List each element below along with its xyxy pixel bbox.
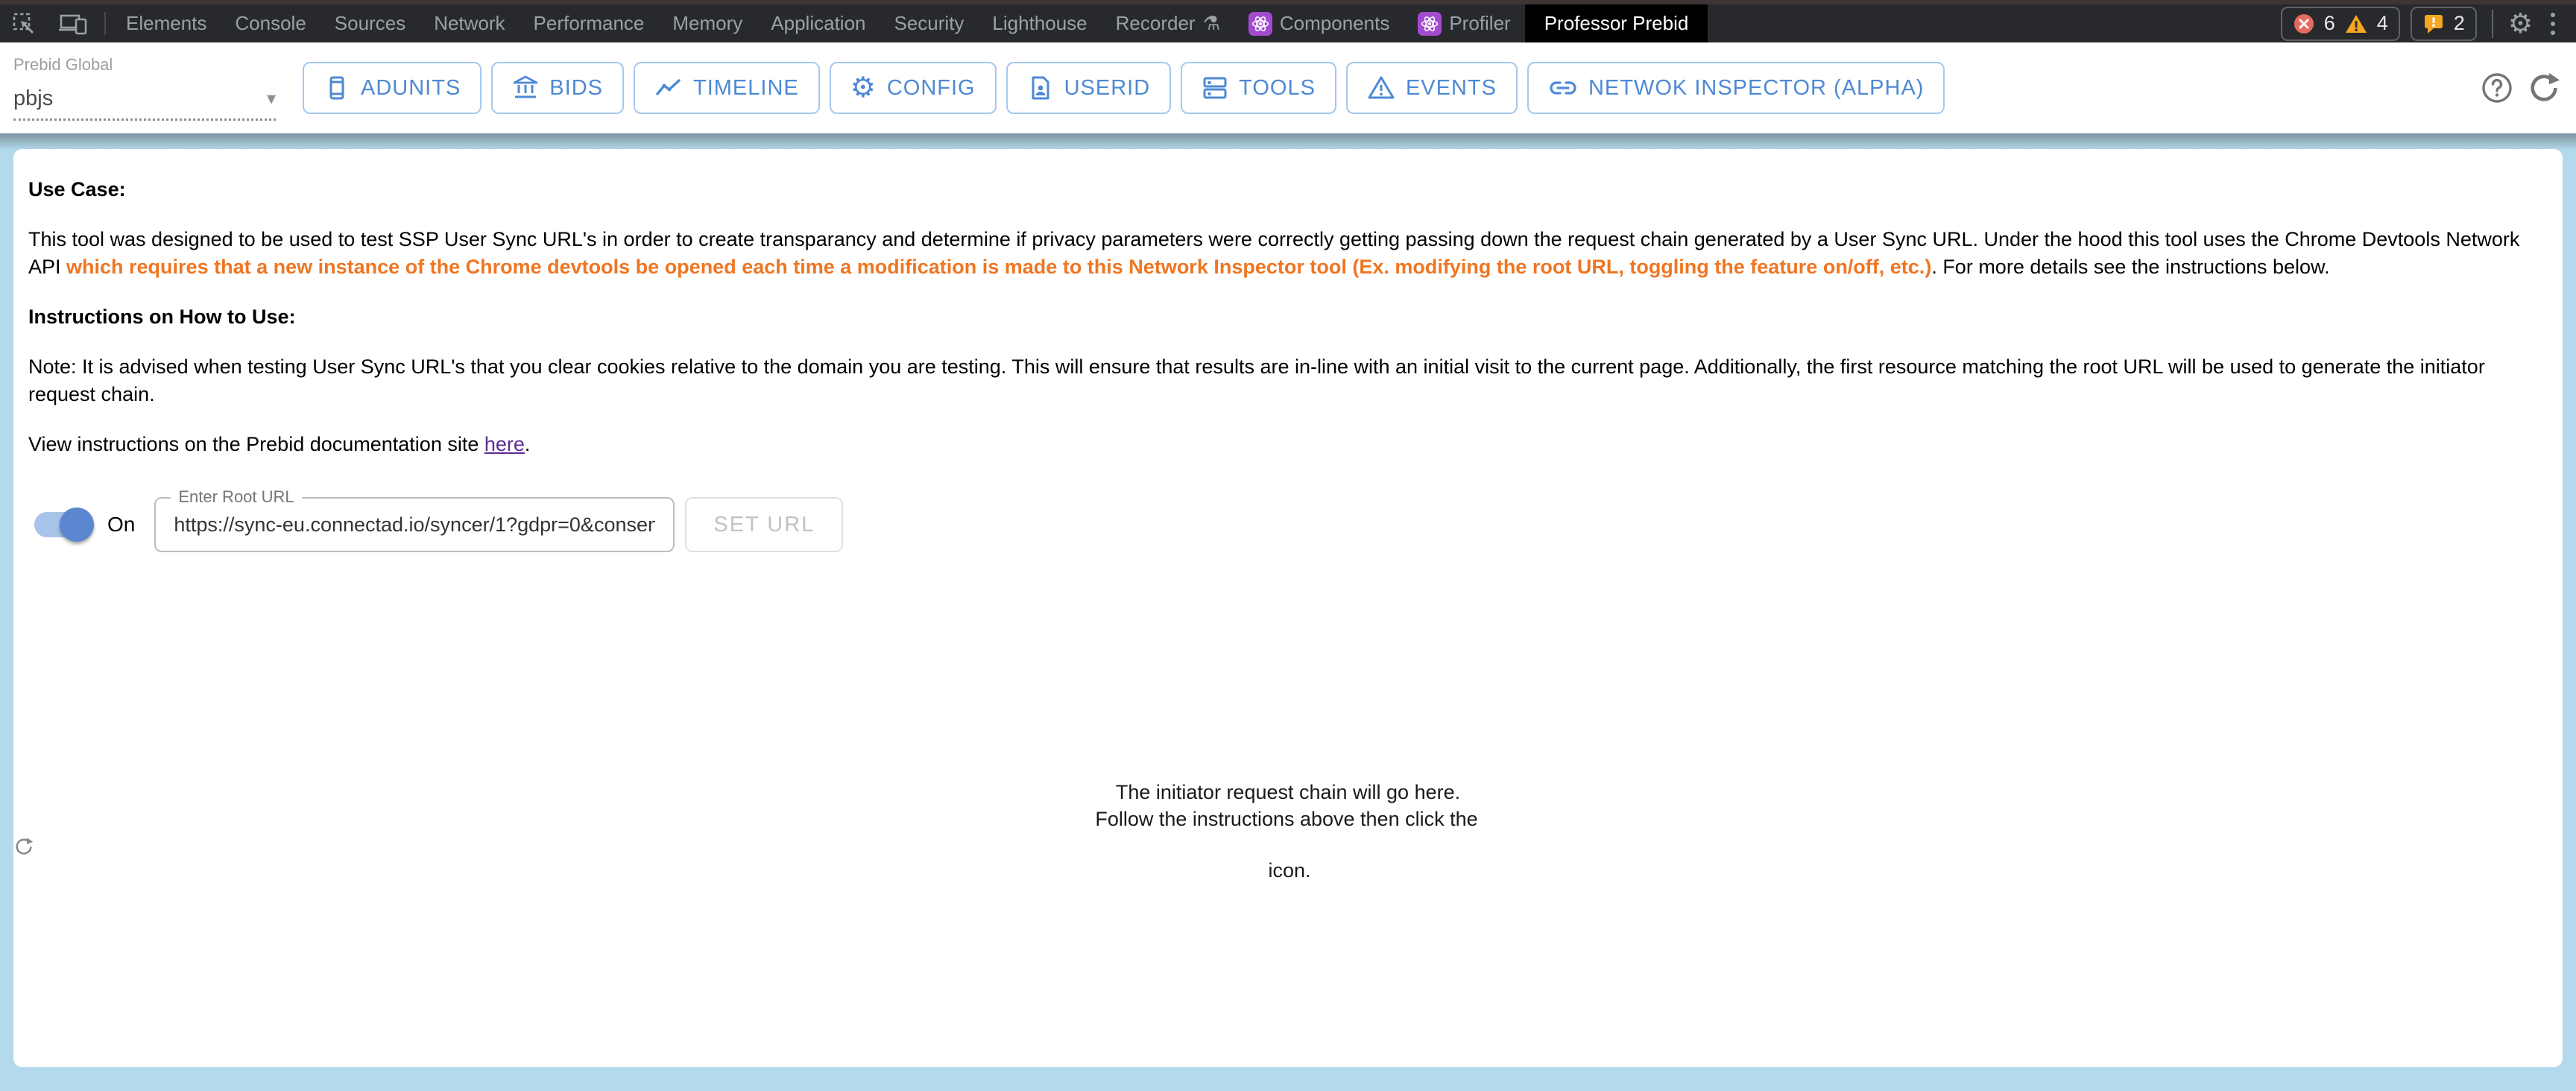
root-url-field-label: Enter Root URL	[171, 487, 301, 507]
feature-toggle[interactable]	[34, 507, 91, 542]
line-chart-icon	[654, 75, 683, 101]
root-url-controls	[34, 486, 843, 563]
network-inspector-panel	[0, 133, 2576, 1091]
tab-performance[interactable]: Performance	[533, 12, 645, 34]
root-url-field-wrapper	[154, 487, 675, 552]
devtools-menu-kebab-icon[interactable]	[2543, 13, 2563, 35]
flask-icon: ⚗	[1202, 12, 1220, 34]
docs-text-suffix: .	[524, 433, 531, 455]
button-label: BIDS	[549, 75, 603, 100]
devtools-settings-gear-icon[interactable]: ⚙	[2507, 8, 2533, 39]
network-inspector-card	[13, 149, 2563, 1067]
toolbar-divider	[104, 12, 106, 35]
issues-badge[interactable]	[2411, 7, 2477, 41]
tab-security[interactable]: Security	[894, 12, 965, 34]
placeholder-line2	[13, 806, 2563, 888]
issue-count: 2	[2453, 12, 2465, 34]
bank-icon	[512, 75, 539, 101]
button-label: ADUNITS	[361, 75, 461, 100]
gear-icon: ⚙	[850, 72, 877, 104]
docs-here-link[interactable]: here	[484, 433, 525, 455]
button-label: EVENTS	[1405, 75, 1497, 100]
tab-elements[interactable]: Elements	[126, 12, 207, 34]
docs-paragraph	[28, 431, 2548, 458]
use-case-text-2: . For more details see the instructions below.	[1931, 256, 2330, 278]
placeholder-line2-suffix: icon.	[1268, 859, 1311, 882]
tab-lighthouse[interactable]: Lighthouse	[992, 12, 1087, 34]
note-paragraph: Note: It is advised when testing User Sync URL's that you clear cookies relative to the domain you are testing. This will ensure that results are in-line with an initial visit to the current page. Additionally, the first resource matching the root URL will be used to generate the initiator request chain.	[28, 355, 2485, 405]
chevron-down-icon: ▾	[266, 89, 276, 109]
tab-recorder[interactable]	[1102, 4, 1234, 42]
issue-bubble-icon	[2422, 13, 2445, 35]
use-case-highlight: which requires that a new instance of the Chrome devtools be opened each time a modification is made to this Network Inspector tool (Ex. modifying the root URL, toggling the feature on/off, etc.)	[66, 256, 1932, 278]
use-case-text: This tool was designed to be used to test SSP User Sync URL's in order to create transparancy and determine if privacy parameters were correctly getting passing down the request chain generated by a User Sync URL. Under the hood this tool uses the Chrome Devtools Network API	[28, 228, 2520, 278]
link-icon	[1548, 75, 1578, 101]
events-button[interactable]	[1346, 62, 1518, 114]
use-case-paragraph	[28, 226, 2548, 281]
devtools-tab-bar	[0, 4, 2576, 42]
react-atom-icon	[1248, 12, 1272, 36]
tab-professor-prebid[interactable]: Professor Prebid	[1525, 4, 1708, 42]
network-inspector-button[interactable]	[1527, 62, 1945, 114]
button-label: NETWOK INSPECTOR (ALPHA)	[1588, 75, 1925, 100]
refresh-icon[interactable]	[2527, 71, 2561, 105]
tab-sources[interactable]: Sources	[334, 12, 406, 34]
toggle-device-toolbar-button[interactable]	[48, 4, 98, 42]
error-icon	[2293, 13, 2315, 35]
adunits-phone-icon	[323, 75, 350, 101]
storage-icon	[1202, 75, 1228, 101]
button-label: CONFIG	[886, 75, 976, 100]
placeholder-line2-prefix: Follow the instructions above then click the	[1095, 808, 1478, 830]
react-atom-icon	[1418, 12, 1442, 36]
config-button[interactable]	[830, 62, 997, 114]
recorder-tab-label: Recorder	[1115, 12, 1196, 34]
prebid-global-select[interactable]	[13, 55, 276, 121]
tab-profiler[interactable]	[1404, 4, 1524, 42]
components-tab-label: Components	[1279, 12, 1390, 34]
button-label: USERID	[1064, 75, 1151, 100]
initiator-chain-placeholder	[13, 779, 2563, 888]
prebid-global-select-label: Prebid Global	[13, 55, 113, 74]
button-label: TIMELINE	[692, 75, 799, 100]
prebid-toolbar	[0, 42, 2576, 133]
tab-components[interactable]	[1234, 4, 1404, 42]
user-document-icon	[1027, 75, 1054, 101]
toggle-state-label: On	[107, 513, 136, 536]
set-url-button[interactable]: SET URL	[685, 497, 843, 552]
userid-button[interactable]	[1006, 62, 1172, 114]
bids-button[interactable]	[491, 62, 624, 114]
toggle-thumb	[60, 507, 94, 542]
timeline-button[interactable]	[634, 62, 820, 114]
tab-console[interactable]: Console	[235, 12, 306, 34]
button-label: TOOLS	[1239, 75, 1316, 100]
refresh-icon	[13, 836, 2563, 857]
warning-triangle-icon	[1367, 75, 1395, 101]
console-errors-warnings-badge[interactable]	[2281, 7, 2400, 41]
use-case-heading: Use Case:	[28, 178, 126, 200]
prebid-nav-buttons	[303, 62, 1945, 114]
docs-text: View instructions on the Prebid documentation site	[28, 433, 484, 455]
instructions-heading: Instructions on How to Use:	[28, 306, 296, 328]
tab-network[interactable]: Network	[434, 12, 505, 34]
profiler-tab-label: Profiler	[1449, 12, 1511, 34]
tools-button[interactable]	[1181, 62, 1336, 114]
tab-memory[interactable]: Memory	[672, 12, 743, 34]
placeholder-line1: The initiator request chain will go here.	[1115, 781, 1461, 803]
help-icon[interactable]	[2481, 72, 2513, 104]
inspect-cursor-icon	[10, 10, 37, 37]
devtools-bar-right	[2281, 4, 2576, 42]
warning-icon	[2344, 13, 2368, 35]
toolbar-right-icons	[2481, 71, 2561, 105]
inspect-element-button[interactable]	[0, 4, 48, 42]
adunits-button[interactable]	[303, 62, 482, 114]
error-count: 6	[2323, 12, 2335, 34]
toolbar-divider	[2492, 10, 2493, 38]
tab-application[interactable]: Application	[771, 12, 866, 34]
warning-count: 4	[2376, 12, 2388, 34]
device-toolbar-icon	[58, 10, 88, 37]
prebid-global-select-value: pbjs	[13, 86, 54, 110]
